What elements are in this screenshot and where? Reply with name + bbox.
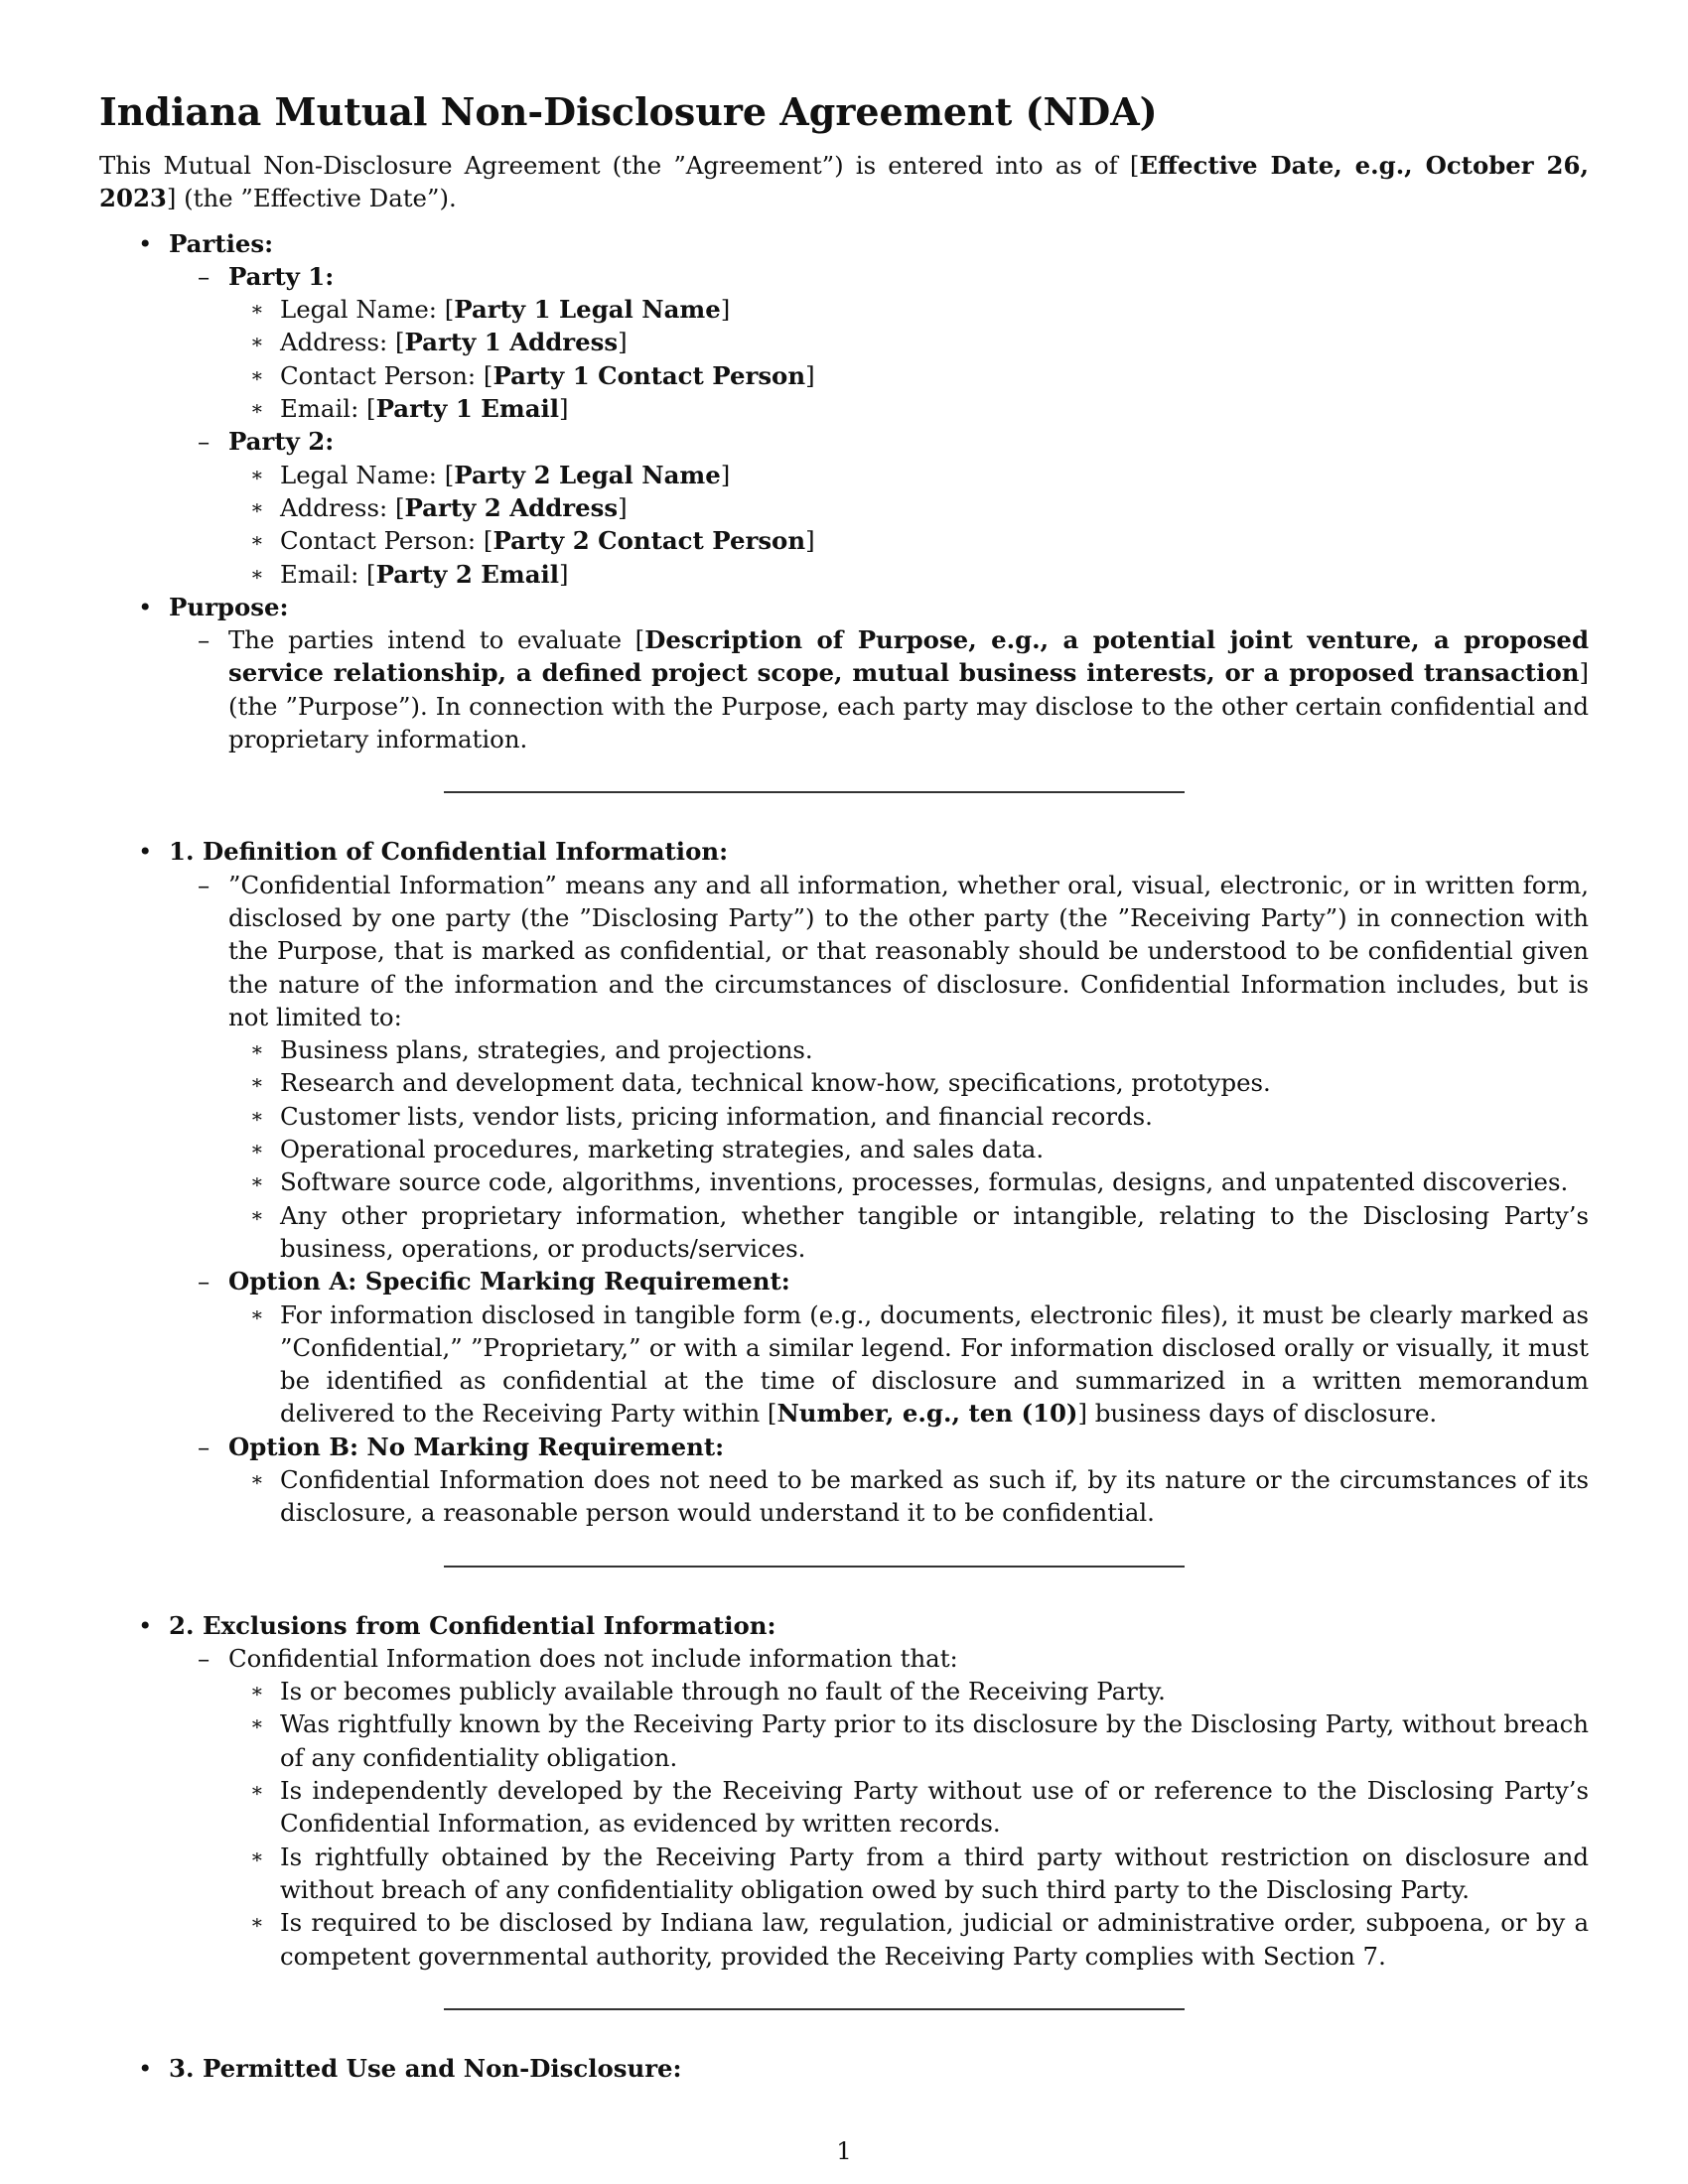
section-1 [169, 835, 1589, 1529]
parties-item [169, 227, 1589, 591]
section-3 [169, 2052, 1589, 2085]
party1-contact-person: ∗ Contact Person: [Party 1 Contact Person] [280, 359, 1589, 392]
party1-email: ∗ Email: [Party 1 Email] [280, 392, 1589, 425]
option-b [228, 1431, 1589, 1530]
divider-2 [169, 1530, 1589, 1609]
party2-legal-name: ∗ Legal Name: [Party 2 Legal Name] [280, 459, 1589, 491]
option-b-text: ∗ Confidential Information does not need to be marked as such if, by its nature or the circumstances of its disclosure, a reasonable person would understand it to be confidential. [280, 1463, 1589, 1530]
intro-paragraph [99, 149, 1589, 215]
exclusion-item: ∗ Is required to be disclosed by Indiana law, regulation, judicial or administrative order, subpoena, or by a competent governmental authority, provided the Receiving Party complies with Section 7. [280, 1906, 1589, 1973]
party2-address: ∗ Address: [Party 2 Address] [280, 491, 1589, 524]
example-item: ∗ Operational procedures, marketing strategies, and sales data. [280, 1133, 1589, 1165]
party1-address: ∗ Address: [Party 1 Address] [280, 326, 1589, 358]
section-2-heading: 2. Exclusions from Confidential Information: [169, 1610, 776, 1640]
example-item: ∗ Business plans, strategies, and projections. [280, 1033, 1589, 1066]
purpose-text: – The parties intend to evaluate [Description of Purpose, e.g., a potential joint venture, a proposed service relationship, a defined project scope, mutual business interests, or a proposed transaction] (the ”Purpose”). In connection with the Purpose, each party may disclose to the other certain confidential and proprietary information. [228, 623, 1589, 755]
example-item: ∗ Any other proprietary information, whether tangible or intangible, relating to the Disclosing Party’s business, operations, or products/services. [280, 1199, 1589, 1266]
party2-item [228, 425, 1589, 590]
option-b-heading: Option B: No Marking Requirement: [228, 1432, 725, 1461]
parties-heading: Parties: [169, 228, 274, 258]
exclusions-lead: – Confidential Information does not include information that: ∗ Is or becomes publicly available through no fault of the Receiving Party. ∗ Was rightfully known by the Receiving Party prior to its disclosure by the Disclosing Party, without breach of any confidentiality obligation. ∗ Is independently developed by the Receiving Party without use of or reference to the Disclosing Party’s Confidential Information, as evidenced by written records. ∗ Is rightfully obtained by the Receiving Party from a third party without restriction on disclosure and without breach of any confidentiality obligation owed by such third party to the Disclosing Party. ∗ Is required to be disclosed by Indiana law, regulation, judicial or administrative order, subpoena, or by a competent governmental authority, provided the Receiving Party complies with Section 7. [228, 1642, 1589, 1973]
party2-email: ∗ Email: [Party 2 Email] [280, 558, 1589, 591]
document-title: Indiana Mutual Non-Disclosure Agreement (NDA) [99, 89, 1158, 134]
option-a-heading: Option A: Specific Marking Requirement: [228, 1267, 790, 1297]
main-list [99, 227, 1589, 2086]
party1-item [228, 260, 1589, 425]
party1-legal-name: ∗ Legal Name: [Party 1 Legal Name] [280, 293, 1589, 326]
option-a-text: ∗ For information disclosed in tangible form (e.g., documents, electronic files), it must be clearly marked as ”Confidential,” ”Proprietary,” or with a similar legend. For information disclosed orally or visually, it must be identified as confidential at the time of disclosure and summarized in a written memorandum delivered to the Receiving Party within [Number, e.g., ten (10)] business days of disclosure. [280, 1298, 1589, 1431]
intro-text-post: ] (the ”Effective Date”). [166, 184, 457, 213]
section-2 [169, 1609, 1589, 1973]
confidential-definition: – ”Confidential Information” means any and all information, whether oral, visual, electronic, or in written form, disclosed by one party (the ”Disclosing Party”) to the other party (the ”Receiving Party”) in connection with the Purpose, that is marked as confidential, or that reasonably should be understood to be confidential given the nature of the information and the circumstances of disclosure. Confidential Information includes, but is not limited to: ∗ Business plans, strategies, and projections. ∗ Research and development data, technical know-how, specifications, prototypes. ∗ Customer lists, vendor lists, pricing information, and financial records. ∗ Operational procedures, marketing strategies, and sales data. ∗ Software source code, algorithms, inventions, processes, formulas, designs, and unpatented discoveries. ∗ Any other proprietary information, whether tangible or intangible, relating to the Disclosing Party’s business, operations, or products/services. [228, 869, 1589, 1266]
example-item: ∗ Customer lists, vendor lists, pricing information, and financial records. [280, 1100, 1589, 1133]
divider-1 [169, 755, 1589, 835]
purpose-placeholder: Description of Purpose, e.g., a potential joint venture, a proposed service relationship, a defined project scope, mutual business interests, or a proposed transaction [228, 625, 1589, 688]
effective-date-placeholder: Effective Date, e.g., October 26, 2023 [99, 151, 1589, 213]
option-a [228, 1265, 1589, 1430]
exclusion-item: ∗ Is rightfully obtained by the Receiving Party from a third party without restriction on disclosure and without breach of any confidentiality obligation owed by such third party to the Disclosing Party. [280, 1841, 1589, 1907]
example-item: ∗ Research and development data, technical know-how, specifications, prototypes. [280, 1066, 1589, 1099]
purpose-heading: Purpose: [169, 592, 289, 621]
example-item: ∗ Software source code, algorithms, inventions, processes, formulas, designs, and unpatented discoveries. [280, 1165, 1589, 1198]
business-days-placeholder: Number, e.g., ten (10) [776, 1399, 1078, 1429]
divider-3 [169, 1973, 1589, 2052]
page-number: 1 [836, 2136, 852, 2165]
exclusion-item: ∗ Was rightfully known by the Receiving Party prior to its disclosure by the Disclosing Party, without breach of any confidentiality obligation. [280, 1707, 1589, 1774]
party2-heading: Party 2: [228, 427, 335, 457]
intro-text-pre: This Mutual Non-Disclosure Agreement (the ”Agreement”) is entered into as of [ [99, 151, 1140, 180]
exclusion-item: ∗ Is independently developed by the Receiving Party without use of or reference to the Disclosing Party’s Confidential Information, as evidenced by written records. [280, 1774, 1589, 1841]
party1-heading: Party 1: [228, 261, 335, 291]
document-content [99, 89, 1589, 2085]
section-3-heading: 3. Permitted Use and Non-Disclosure: [169, 2053, 682, 2083]
exclusion-item: ∗ Is or becomes publicly available through no fault of the Receiving Party. [280, 1675, 1589, 1707]
section-1-heading: 1. Definition of Confidential Information: [169, 837, 729, 867]
purpose-item [169, 591, 1589, 755]
party2-contact-person: ∗ Contact Person: [Party 2 Contact Person] [280, 524, 1589, 557]
